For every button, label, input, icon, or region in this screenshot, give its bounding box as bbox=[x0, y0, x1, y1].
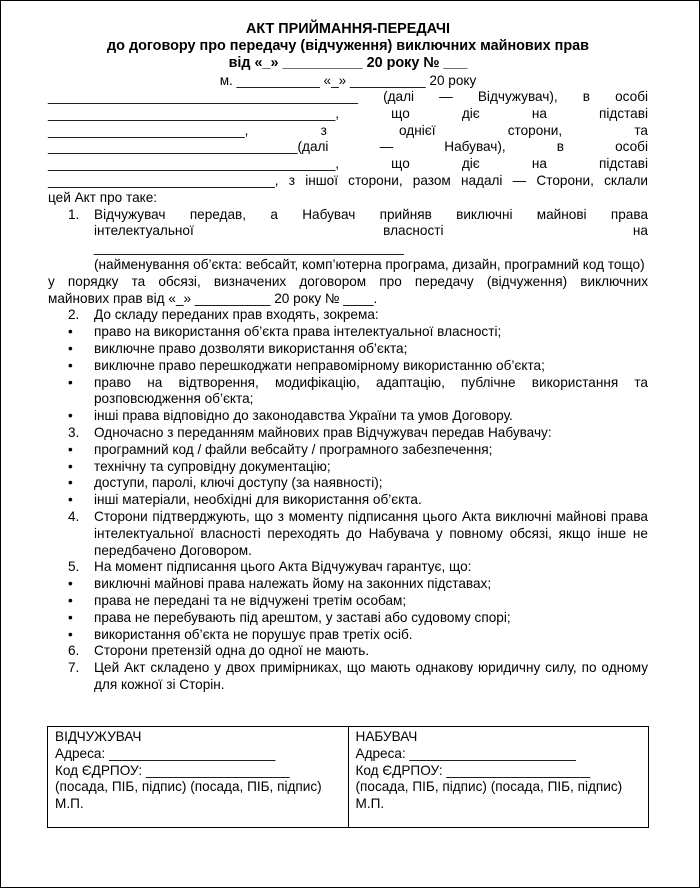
parties-line-5: ______________________________________, що діє на підставі bbox=[48, 156, 648, 172]
list-item: • доступи, паролі, ключі доступу (за наявності); bbox=[48, 475, 648, 492]
bullet-icon: • bbox=[68, 357, 73, 373]
clause-3-text: Одночасно з переданням майнових прав Відчужувач передав Набувачу: bbox=[94, 424, 552, 440]
clause-1-cont-line-2: майнових прав від «_» __________ 20 року № ____. bbox=[48, 290, 378, 306]
parties-line-1: _________________________________________ (далі — Відчужувач), в особі bbox=[48, 89, 648, 104]
clause-7 bbox=[48, 660, 648, 694]
list-item: • інші права відповідно до законодавства України та умов Договору. bbox=[48, 408, 648, 425]
party-code: Код ЄДРПОУ: ___________________ bbox=[355, 762, 591, 778]
list-item: • виключне право дозволяти використання об’єкта; bbox=[48, 341, 648, 358]
clause-4-text: Сторони підтверджують, що з моменту підписання цього Акта виключні майнові права інтелектуальної власності переходять до Набувача у повному обсязі, якщо інше не передбачено Договором. bbox=[94, 508, 648, 558]
signature-block-transferor bbox=[48, 727, 349, 828]
bullet-icon: • bbox=[68, 340, 73, 356]
list-item: • програмний код / файли вебсайту / програмного забезпечення; bbox=[48, 442, 648, 459]
parties-line-7: цей Акт про таке: bbox=[48, 189, 158, 205]
clause-number: 6. bbox=[68, 643, 80, 659]
list-item: • виключні майнові права належать йому на законних підставах; bbox=[48, 576, 648, 593]
bullet-icon: • bbox=[68, 324, 73, 340]
clause-number: 2. bbox=[68, 307, 80, 323]
bullet-icon: • bbox=[68, 458, 73, 474]
party-address: Адреса: ______________________ bbox=[55, 745, 276, 761]
clause-number: 1. bbox=[68, 206, 80, 222]
list-item: • технічну та супровідну документацію; bbox=[48, 459, 648, 476]
party-stamp: М.П. bbox=[355, 796, 385, 812]
bullet-icon: • bbox=[68, 441, 73, 457]
clause-1-cont-line-1: у порядку та обсязі, визначених договором про передачу (відчуження) виключних bbox=[48, 273, 648, 289]
clause-6 bbox=[48, 643, 648, 660]
list-item: • інші матеріали, необхідні для використання об’єкта. bbox=[48, 492, 648, 509]
place-date-line: м. ___________ «_» __________ 20 року bbox=[219, 73, 477, 88]
clause-1 bbox=[48, 207, 648, 274]
list-item: • використання об’єкта не порушує прав третіх осіб. bbox=[48, 627, 648, 644]
signature-table bbox=[47, 726, 649, 828]
party-heading: НАБУВАЧ bbox=[355, 729, 418, 744]
document-subtitle: до договору про передачу (відчуження) виключних майнових прав bbox=[107, 38, 589, 54]
parties-line-6: ______________________________, з іншої сторони, разом надалі — Сторони, склали bbox=[48, 172, 648, 188]
signature-block-acquirer bbox=[348, 727, 649, 828]
clause-number: 5. bbox=[68, 559, 80, 575]
clause-6-text: Сторони претензій одна до одної не мають. bbox=[94, 643, 370, 659]
bullet-icon: • bbox=[68, 475, 73, 491]
parties-line-2: ______________________________________, що діє на підставі bbox=[48, 105, 648, 121]
clause-2 bbox=[48, 307, 648, 324]
clause-1-note: (найменування об’єкта: вебсайт, комп’ютерна програма, дизайн, програмний код тощо) bbox=[94, 256, 645, 272]
bullet-icon: • bbox=[68, 408, 73, 424]
bullet-icon: • bbox=[68, 576, 73, 592]
clause-7-text: Цей Акт складено у двох примірниках, що мають однакову юридичну силу, по одному для кожної зі Сторін. bbox=[94, 660, 648, 692]
bullet-icon: • bbox=[68, 609, 73, 625]
clause-1-line-2: інтелектуальної власності на bbox=[94, 223, 648, 239]
clause-5-text: На момент підписання цього Акта Відчужувач гарантує, що: bbox=[94, 559, 472, 575]
bullet-icon: • bbox=[68, 592, 73, 608]
clause-1-blank: _________________________________________ bbox=[94, 240, 404, 256]
party-address: Адреса: ______________________ bbox=[355, 745, 576, 761]
clause-number: 7. bbox=[68, 660, 80, 676]
clause-2-text: До складу переданих прав входять, зокрема: bbox=[94, 307, 379, 323]
clause-3 bbox=[48, 425, 648, 442]
parties-line-3: __________________________, з однієї сторони, та bbox=[48, 122, 648, 138]
party-code: Код ЄДРПОУ: ___________________ bbox=[55, 762, 290, 778]
document-body bbox=[48, 20, 648, 694]
document-title: АКТ ПРИЙМАННЯ-ПЕРЕДАЧІ bbox=[245, 21, 451, 37]
clause-5 bbox=[48, 559, 648, 576]
party-heading: ВІДЧУЖУВАЧ bbox=[55, 729, 142, 744]
bullet-icon: • bbox=[68, 492, 73, 508]
bullet-icon: • bbox=[68, 626, 73, 642]
party-stamp: М.П. bbox=[55, 796, 84, 812]
list-item: • права не перебувають під арештом, у заставі або судовому спорі; bbox=[48, 610, 648, 627]
list-item: • права не передані та не відчужені третім особам; bbox=[48, 593, 648, 610]
list-item: • виключне право перешкоджати неправомірному використанню об’єкта; bbox=[48, 358, 648, 375]
list-item: • право на відтворення, модифікацію, адаптацію, публічне використання та розповсюдження об’єкта; bbox=[48, 375, 648, 409]
party-sign: (посада, ПІБ, підпис) (посада, ПІБ, підпис) bbox=[355, 779, 623, 795]
party-sign: (посада, ПІБ, підпис) (посада, ПІБ, підпис) bbox=[55, 779, 322, 795]
clause-number: 3. bbox=[68, 424, 80, 440]
clause-1-line-1: Відчужувач передав, а Набувач прийняв виключні майнові права bbox=[94, 206, 648, 222]
clause-number: 4. bbox=[68, 508, 80, 524]
document-date-line: від «_» __________ 20 року № ___ bbox=[228, 55, 468, 71]
list-item: • право на використання об’єкта права інтелектуальної власності; bbox=[48, 324, 648, 341]
bullet-icon: • bbox=[68, 374, 73, 390]
parties-line-4: _________________________________(далі — Набувач), в особі bbox=[48, 139, 648, 155]
clause-4 bbox=[48, 509, 648, 559]
